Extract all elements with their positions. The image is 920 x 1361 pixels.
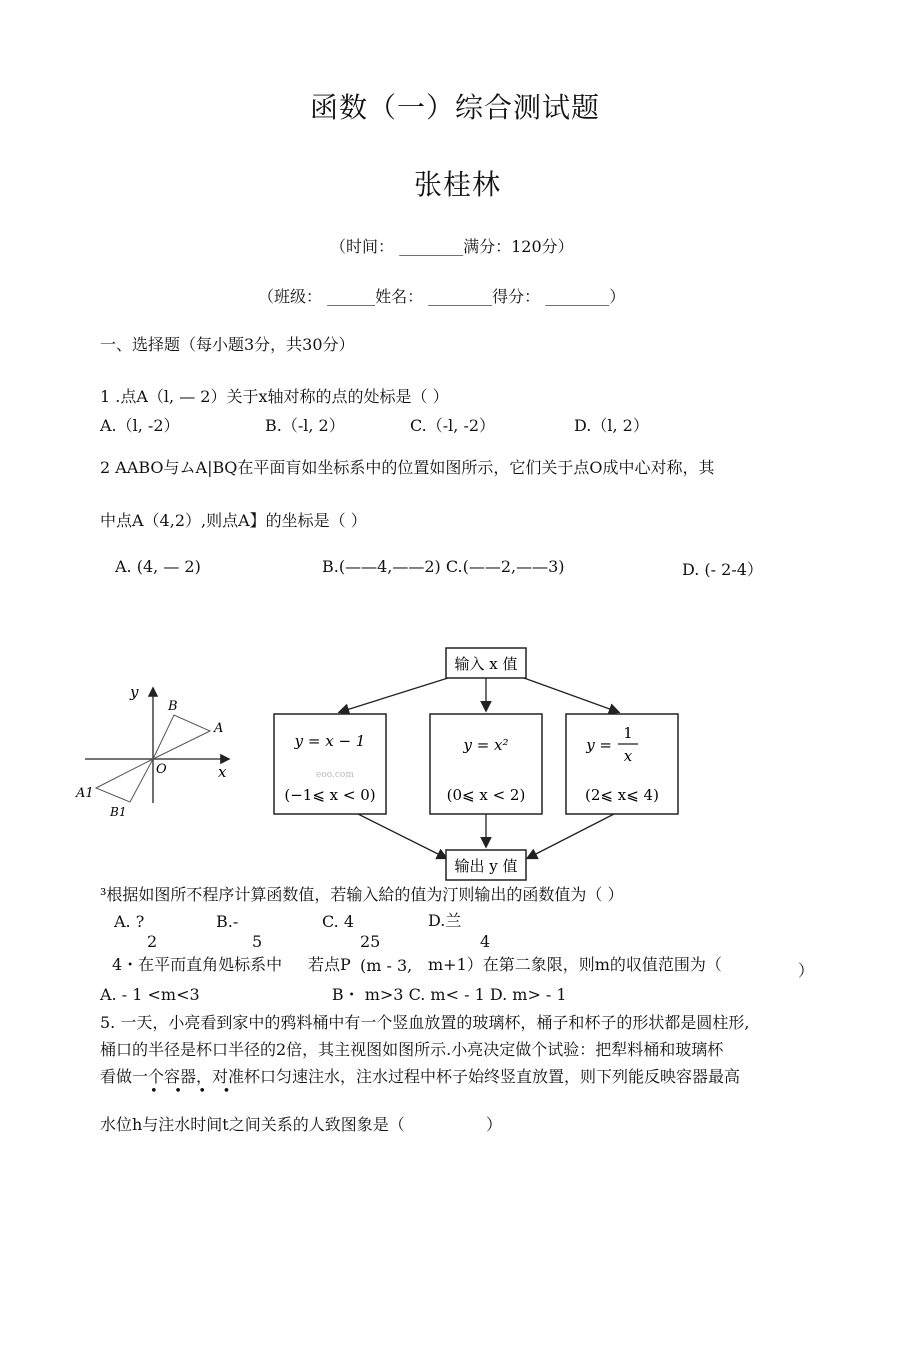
q5-line4-end: ） [486,1115,503,1134]
q5-line3: 看做一个容器，对准杯口匀速注水，注水过程中杯子始终竖直放置，则下列能反映容器最高 [100,1067,741,1086]
q2-stem-line2: 中点A（4,2）,则点A】的坐标是（ ） [100,511,367,530]
q5-line4: 水位h与注水时间t之间关系的人致图象是（ [100,1115,405,1134]
q4-stem-a: 4・在平而直角処标系中 [112,955,283,974]
triangle-a1ob1 [96,759,153,802]
q3-option-a: A. ? [114,912,145,931]
input-label: 输入 x 值 [454,655,518,673]
q3-stem: ³根据如图所不程序计算函数值，若输入給的值为汀则输出的函数值为（ ） [100,885,624,904]
page-title: 函数（一）综合测试题 [310,91,601,124]
q3-sub-b: 5 [252,932,263,951]
label-b: B [168,699,178,714]
q3-option-c: C. 4 [322,912,355,931]
q2-stem-line1: 2 AABO与ムA|BQ在平面肓如坐标系中的位置如图所示，它们关于点O成中心对称，其 [100,458,715,477]
q1-option-b: B.（-l, 2） [265,416,345,435]
label-o: O [156,762,167,777]
q5-line1: 5. 一天，小亮看到家中的鸦料桶中有一个竖血放置的玻璃杯，桶子和杯子的形状都是圆柱形, [100,1013,750,1032]
q3-sub-c: 25 [360,932,381,951]
coordinate-figure [70,675,250,825]
q4-stem-b: 若点P [308,955,351,974]
y-axis-label: y [130,683,139,701]
author-name: 张桂林 [414,168,502,201]
arrow-to-box3 [524,678,618,712]
q1-option-a: A.（l, -2） [100,416,180,435]
x-axis-label: x [218,763,227,781]
q2-option-d: D. (- 2-4） [682,560,763,579]
q3-option-b: B.- [216,912,239,931]
box1-formula: y = x − 1 [294,732,366,750]
q2-option-a: A. (4, — 2) [115,557,201,576]
output-label: 输出 y 值 [454,857,518,875]
q2-option-bc: B.(——4,——2) C.(——2,——3) [322,557,565,576]
q5-emphasis-dots: • • • • [150,1084,231,1099]
label-a1: A1 [76,786,94,801]
student-info-line: （班级： ______姓名： ________得分： ________） [258,287,626,306]
q3-option-d: D.兰 [428,911,462,930]
label-a: A [214,721,224,736]
box3-denominator: x [623,747,633,765]
triangle-aob [153,715,210,759]
flowchart-figure [268,640,688,885]
section-heading: 一、选择题（每小题3分，共30分） [100,335,355,354]
q3-sub-a: 2 [147,932,158,951]
arrow-from-box1 [358,814,446,858]
q3-sub-d: 4 [480,932,491,951]
watermark: eoo.com [316,770,354,780]
q4-options: A. - 1 <m<3 B・ m>3 C. m< - 1 D. m> - 1 [100,985,567,1004]
q5-line2: 桶口的半径是杯口半径的2倍，其主视图如图所示.小亮决定做个试验：把犁料桶和玻璃杯 [100,1040,724,1059]
q1-stem: 1 .点A（l, — 2）关于x轴对称的点的处标是（ ） [100,387,449,406]
time-score-line: （时间： ________满分：120分） [330,237,574,256]
q4-stem-c: (m - 3, [360,956,413,975]
arrow-from-box3 [528,814,614,858]
box3-range: (2⩽ x⩽ 4) [585,786,659,804]
q1-option-d: D.（l, 2） [574,416,649,435]
q4-stem-e: ） [798,961,815,980]
q4-stem-d: m+1）在第二象限，则m的収值范围为（ [428,955,722,974]
box2-formula: y = x² [463,736,509,754]
box3-formula-lhs: y = [586,736,612,754]
arrow-to-box1 [340,678,448,712]
q1-option-c: C.（-l, -2） [410,416,496,435]
box3-numerator: 1 [623,724,633,742]
box1-range: (−1⩽ x < 0) [284,786,376,804]
box2-range: (0⩽ x < 2) [446,786,526,804]
label-b1: B1 [110,805,127,819]
